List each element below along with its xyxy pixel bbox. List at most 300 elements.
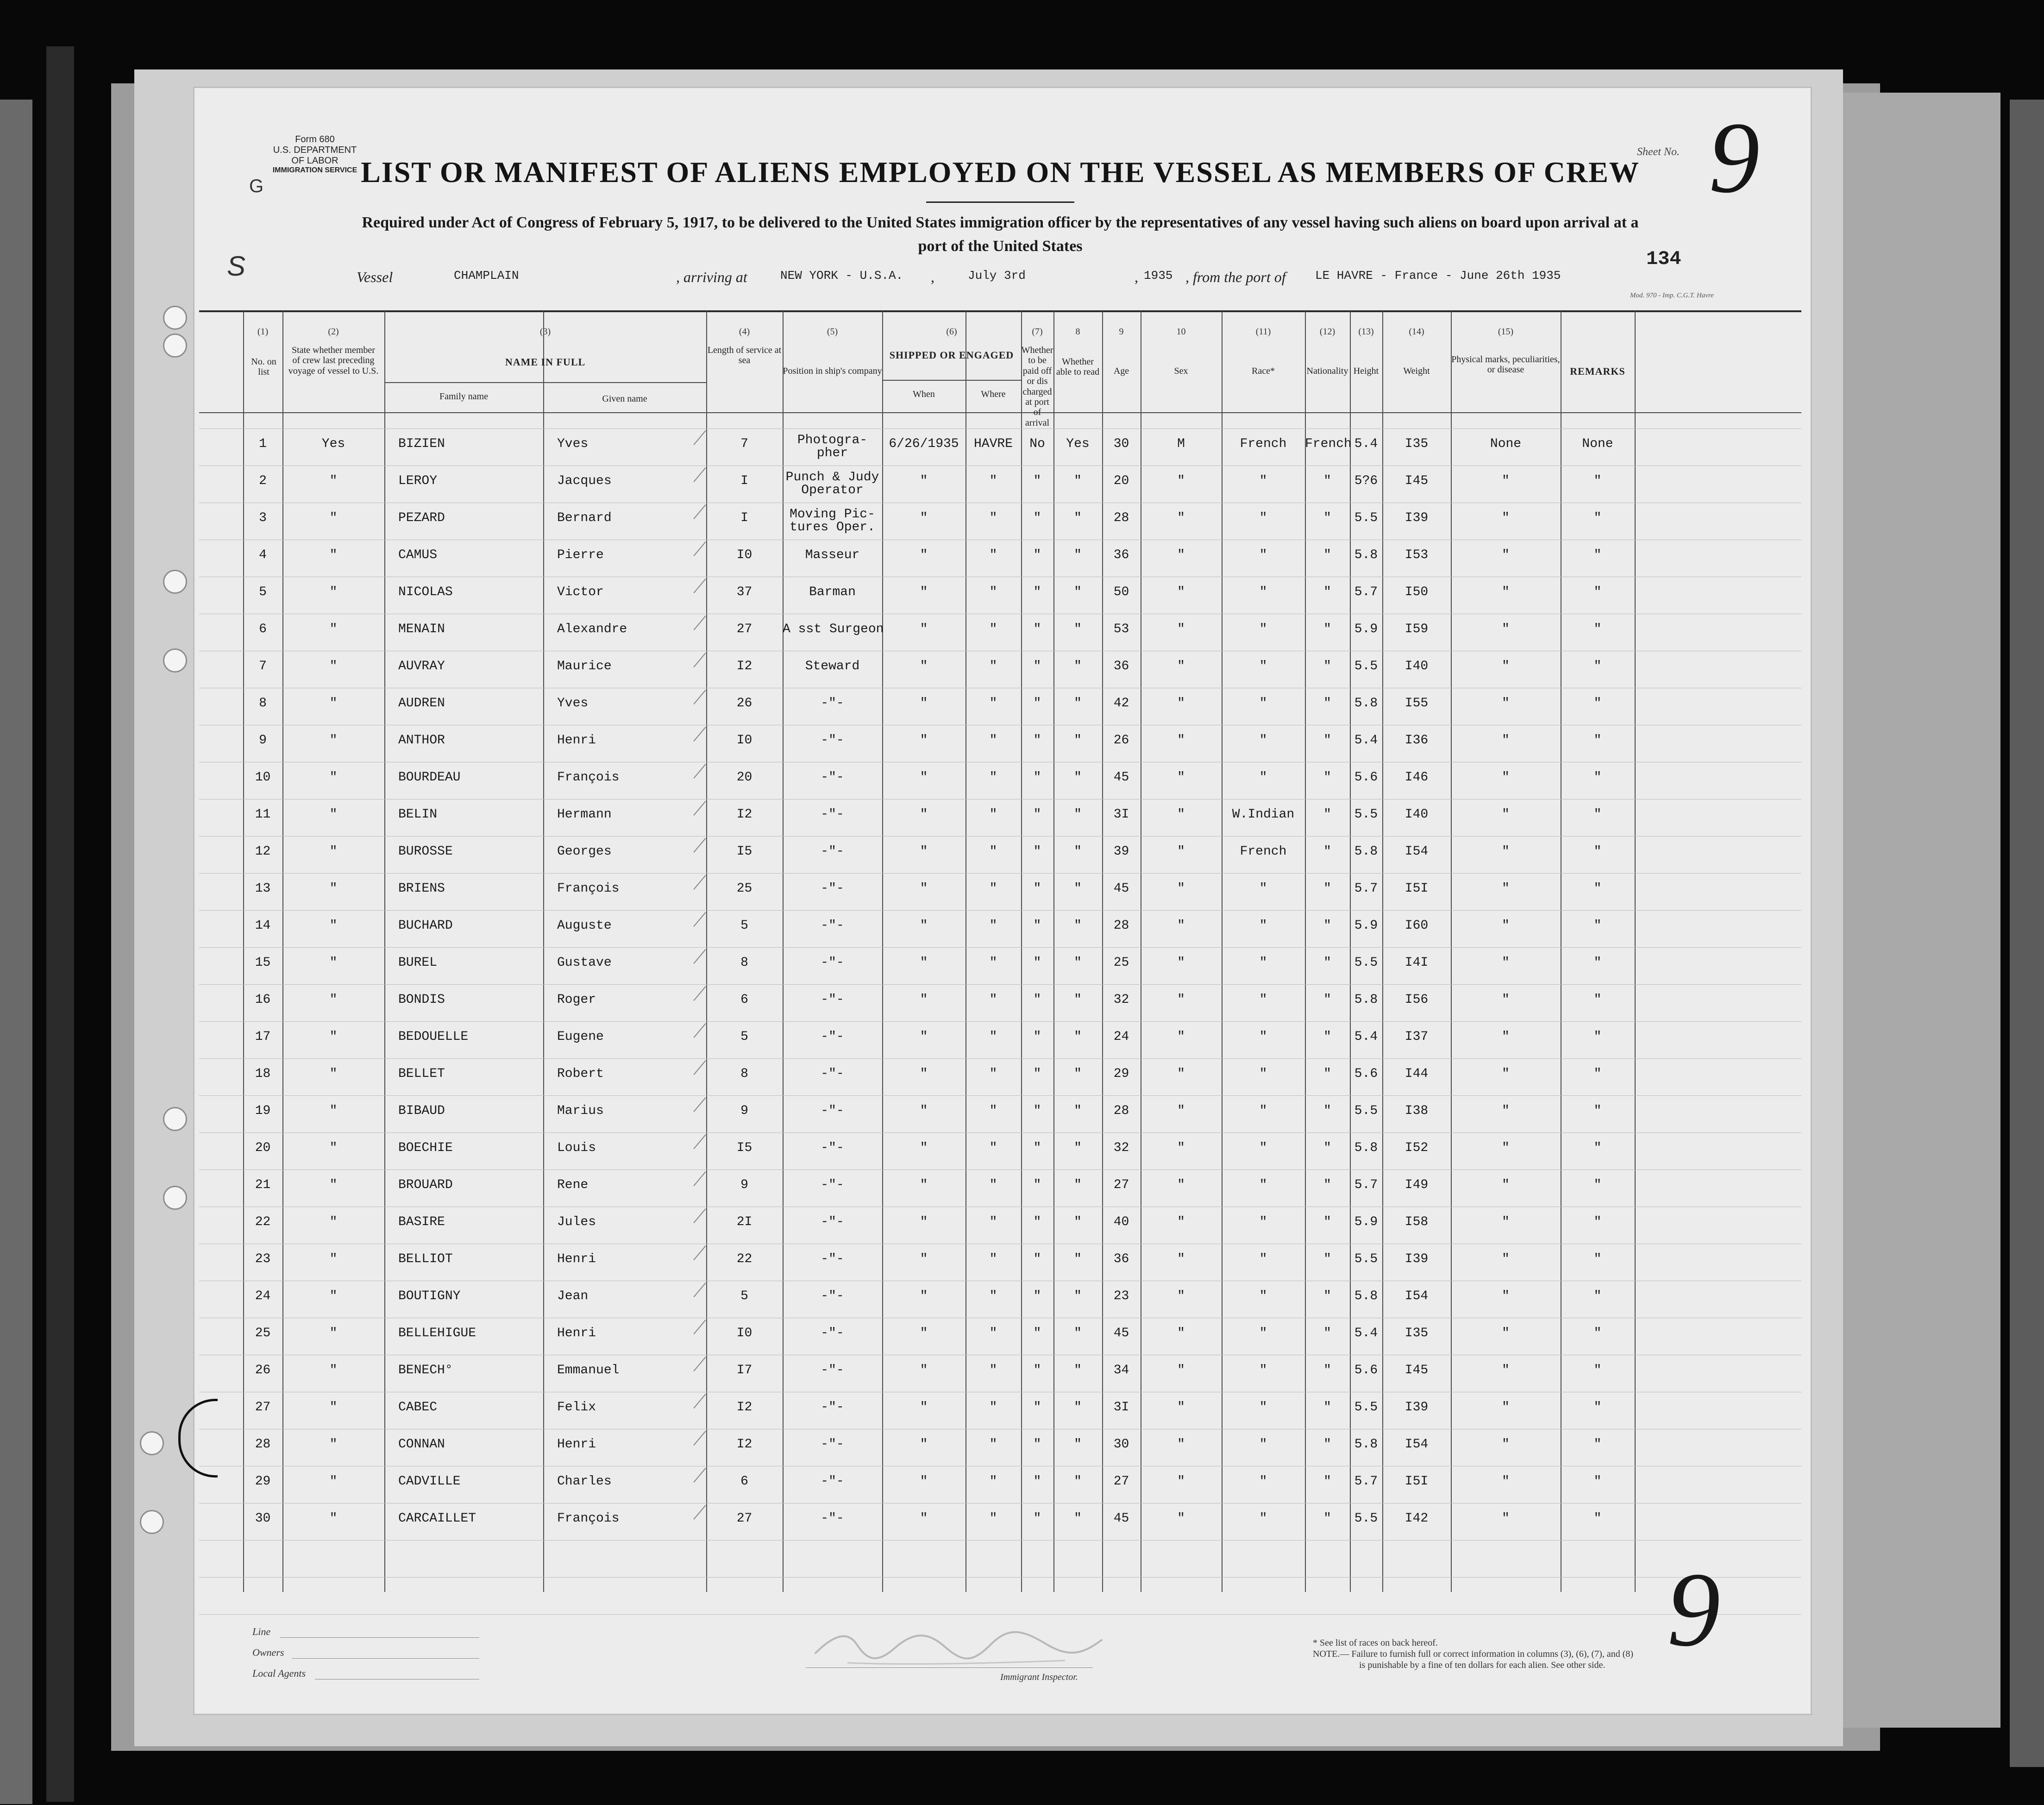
cell-when: "	[920, 1141, 928, 1155]
cell-height: 5?6	[1354, 474, 1378, 488]
pencil-tick	[693, 690, 706, 704]
cell-family: BEDOUELLE	[398, 1030, 469, 1044]
cell-read: "	[1074, 1104, 1082, 1118]
cell-sex: "	[1177, 1400, 1185, 1415]
cell-prev: "	[329, 993, 338, 1007]
cell-pos1: -"-	[821, 1067, 844, 1081]
cell-race: French	[1240, 844, 1287, 859]
punch-hole-8	[140, 1510, 164, 1534]
cell-age: 45	[1113, 881, 1129, 896]
cell-sex: "	[1177, 548, 1185, 562]
cell-weight: I42	[1404, 1511, 1429, 1526]
cell-when: "	[920, 844, 928, 859]
cell-weight: I5I	[1404, 881, 1429, 896]
cell-no: 19	[255, 1104, 271, 1118]
cell-race: "	[1259, 881, 1267, 896]
cell-prev: "	[329, 659, 338, 673]
cell-phys: "	[1502, 956, 1510, 970]
cell-prev: "	[329, 1104, 338, 1118]
cell-service: 37	[736, 585, 752, 599]
cell-prev: "	[329, 1400, 338, 1415]
cell-given: Yves	[557, 437, 589, 451]
pencil-tick	[693, 838, 706, 853]
cell-pos1: -"-	[821, 807, 844, 822]
cell-age: 36	[1113, 659, 1129, 673]
cell-service: 8	[740, 1067, 748, 1081]
pencil-tick	[693, 1060, 706, 1075]
cell-given: Louis	[557, 1141, 596, 1155]
cell-race: "	[1259, 1363, 1267, 1377]
cell-age: 45	[1113, 1511, 1129, 1526]
cell-paid: "	[1033, 1363, 1041, 1377]
margin-mark-g: G	[249, 176, 264, 196]
cell-remarks: "	[1593, 1437, 1602, 1452]
cell-service: I0	[736, 1326, 752, 1340]
row-rule	[199, 873, 1801, 874]
pencil-tick	[693, 541, 706, 556]
cell-phys: "	[1502, 1363, 1510, 1377]
shipped-subrule	[882, 380, 1021, 381]
cell-read: "	[1074, 1437, 1082, 1452]
row-rule	[199, 1540, 1801, 1541]
cell-when: "	[920, 1400, 928, 1415]
pencil-tick	[693, 1245, 706, 1260]
cell-given: Victor	[557, 585, 604, 599]
cell-service: 25	[736, 881, 752, 896]
row-rule	[199, 1058, 1801, 1059]
cell-height: 5.4	[1354, 733, 1378, 748]
pencil-tick	[693, 727, 706, 742]
cell-given: Roger	[557, 993, 596, 1007]
row-rule	[199, 428, 1801, 429]
cell-where: "	[989, 807, 997, 822]
cell-race: "	[1259, 585, 1267, 599]
cell-read: "	[1074, 474, 1082, 488]
cell-height: 5.4	[1354, 1326, 1378, 1340]
cell-when: "	[920, 696, 928, 711]
cell-read: "	[1074, 918, 1082, 933]
cell-pos1: -"-	[821, 770, 844, 785]
cell-pos1: Masseur	[805, 548, 860, 562]
cell-sex: "	[1177, 993, 1185, 1007]
cell-no: 2	[259, 474, 267, 488]
cell-pos1: -"-	[821, 1511, 844, 1526]
cell-when: "	[920, 918, 928, 933]
cell-where: "	[989, 585, 997, 599]
cell-weight: I40	[1404, 807, 1429, 822]
left-scan-edge	[0, 100, 32, 1804]
cell-phys: "	[1502, 696, 1510, 711]
cell-no: 4	[259, 548, 267, 562]
cell-sex: "	[1177, 1141, 1185, 1155]
cell-weight: I45	[1404, 1363, 1429, 1377]
cell-prev: "	[329, 1030, 338, 1044]
cell-remarks: "	[1593, 770, 1602, 785]
column-number: (1)	[257, 327, 269, 337]
cell-pos1: -"-	[821, 1215, 844, 1229]
cell-pos1: -"-	[821, 1289, 844, 1303]
cell-sex: "	[1177, 1178, 1185, 1192]
cell-age: 28	[1113, 1104, 1129, 1118]
cell-when: "	[920, 1326, 928, 1340]
cell-no: 27	[255, 1400, 271, 1415]
cell-prev: "	[329, 1363, 338, 1377]
cell-family: BUREL	[398, 956, 438, 970]
row-rule	[199, 1095, 1801, 1096]
cell-where: "	[989, 622, 997, 636]
header-given-name: Given name	[602, 394, 647, 404]
cell-height: 5.9	[1354, 1215, 1378, 1229]
header-remarks: REMARKS	[1570, 365, 1625, 377]
cell-race: French	[1240, 437, 1287, 451]
column-number: 9	[1119, 327, 1124, 337]
header-able-read: Whether able to read	[1056, 357, 1100, 377]
cell-given: Robert	[557, 1067, 604, 1081]
cell-height: 5.5	[1354, 1252, 1378, 1266]
column-rule	[1635, 311, 1636, 1592]
cell-service: I7	[736, 1363, 752, 1377]
cell-sex: "	[1177, 1326, 1185, 1340]
cell-race: "	[1259, 1400, 1267, 1415]
cell-weight: I39	[1404, 1400, 1429, 1415]
column-rule	[1382, 311, 1383, 1592]
cell-where: "	[989, 1178, 997, 1192]
cell-no: 16	[255, 993, 271, 1007]
cell-height: 5.8	[1354, 993, 1378, 1007]
cell-race: "	[1259, 696, 1267, 711]
cell-nat: "	[1323, 1252, 1331, 1266]
cell-sex: M	[1177, 437, 1185, 451]
cell-nat: "	[1323, 733, 1331, 748]
cell-height: 5.5	[1354, 1104, 1378, 1118]
cell-race: "	[1259, 918, 1267, 933]
note-races: * See list of races on back hereof.	[1313, 1638, 1438, 1648]
cell-pos1: -"-	[821, 1252, 844, 1266]
cell-phys: "	[1502, 1215, 1510, 1229]
cell-age: 27	[1113, 1474, 1129, 1489]
bottom-sheet-number: 9	[1667, 1550, 1720, 1668]
cell-paid: "	[1033, 1511, 1041, 1526]
cell-phys: "	[1502, 1252, 1510, 1266]
cell-when: "	[920, 733, 928, 748]
cell-sex: "	[1177, 1252, 1185, 1266]
column-number: (12)	[1319, 327, 1335, 337]
cell-pos1: -"-	[821, 696, 844, 711]
column-number: (3)	[539, 327, 551, 337]
cell-prev: "	[329, 696, 338, 711]
cell-read: "	[1074, 1252, 1082, 1266]
cell-sex: "	[1177, 511, 1185, 525]
cell-race: "	[1259, 474, 1267, 488]
cell-when: "	[920, 1437, 928, 1452]
pencil-tick	[693, 764, 706, 779]
cell-where: "	[989, 1252, 997, 1266]
cell-service: 7	[740, 437, 748, 451]
punch-hole-6	[163, 1186, 187, 1210]
cell-paid: "	[1033, 733, 1041, 748]
cell-remarks: "	[1593, 1400, 1602, 1415]
column-rule	[706, 311, 707, 1592]
cell-family: BIBAUD	[398, 1104, 445, 1118]
header-length-service: Length of service at sea	[707, 345, 782, 366]
cell-remarks: "	[1593, 1252, 1602, 1266]
column-number: (14)	[1409, 327, 1424, 337]
cell-height: 5.8	[1354, 548, 1378, 562]
cell-paid: "	[1033, 807, 1041, 822]
cell-family: AUDREN	[398, 696, 445, 711]
pencil-tick	[693, 912, 706, 927]
cell-height: 5.6	[1354, 1363, 1378, 1377]
cell-weight: I60	[1404, 918, 1429, 933]
header-sex: Sex	[1174, 366, 1188, 376]
cell-prev: "	[329, 622, 338, 636]
cell-prev: "	[329, 770, 338, 785]
cell-when: "	[920, 1363, 928, 1377]
cell-sex: "	[1177, 1363, 1185, 1377]
header-race: Race*	[1252, 366, 1275, 376]
cell-phys: "	[1502, 1030, 1510, 1044]
cell-race: "	[1259, 956, 1267, 970]
subtitle-line-1: Required under Act of Congress of February 5, 1917, to be delivered to the United States immigration officer by the representatives of any vessel having such aliens on board upon arrival at a	[362, 214, 1639, 231]
cell-when: "	[920, 1178, 928, 1192]
cell-when: "	[920, 474, 928, 488]
pencil-tick	[693, 1283, 706, 1297]
cell-nat: "	[1323, 1067, 1331, 1081]
pencil-tick	[693, 1097, 706, 1112]
cell-pos1: Steward	[805, 659, 860, 673]
cell-read: "	[1074, 622, 1082, 636]
cell-phys: "	[1502, 807, 1510, 822]
cell-remarks: "	[1593, 881, 1602, 896]
printer-mark: Mod. 970 - Imp. C.G.T. Havre	[1630, 292, 1714, 299]
separator-comma: ,	[931, 269, 934, 285]
cell-paid: "	[1033, 1215, 1041, 1229]
cell-paid: "	[1033, 1437, 1041, 1452]
cell-service: I2	[736, 807, 752, 822]
cell-no: 30	[255, 1511, 271, 1526]
cell-given: Alexandre	[557, 622, 627, 636]
cell-when: "	[920, 622, 928, 636]
cell-remarks: "	[1593, 1141, 1602, 1155]
cell-no: 15	[255, 956, 271, 970]
cell-remarks: None	[1582, 437, 1613, 451]
cell-age: 29	[1113, 1067, 1129, 1081]
cell-prev: "	[329, 1178, 338, 1192]
row-rule	[199, 947, 1801, 948]
cell-family: CONNAN	[398, 1437, 445, 1452]
cell-given: Charles	[557, 1474, 612, 1489]
cell-nat: "	[1323, 511, 1331, 525]
cell-when: "	[920, 585, 928, 599]
form-number: Form 680	[295, 134, 335, 145]
cell-age: 28	[1113, 918, 1129, 933]
cell-where: "	[989, 1363, 997, 1377]
cell-weight: I37	[1404, 1030, 1429, 1044]
cell-pos2: tures Oper.	[790, 520, 875, 535]
cell-weight: I59	[1404, 622, 1429, 636]
cell-service: 6	[740, 1474, 748, 1489]
separator-comma-2: ,	[1135, 269, 1138, 285]
cell-height: 5.4	[1354, 437, 1378, 451]
cell-nat: "	[1323, 1326, 1331, 1340]
cell-remarks: "	[1593, 622, 1602, 636]
cell-height: 5.8	[1354, 1141, 1378, 1155]
cell-where: "	[989, 474, 997, 488]
cell-pos1: -"-	[821, 733, 844, 748]
cell-remarks: "	[1593, 1215, 1602, 1229]
margin-mark-s: S	[227, 251, 246, 282]
header-position: Position in ship's company	[783, 366, 882, 376]
cell-height: 5.8	[1354, 1289, 1378, 1303]
cell-height: 5.5	[1354, 1511, 1378, 1526]
cell-no: 24	[255, 1289, 271, 1303]
punch-hole-2	[163, 333, 187, 358]
cell-sex: "	[1177, 474, 1185, 488]
inspector-signature	[806, 1621, 1111, 1672]
cell-given: Henri	[557, 1437, 596, 1452]
cell-service: 20	[736, 770, 752, 785]
cell-no: 10	[255, 770, 271, 785]
pencil-tick	[693, 430, 706, 445]
cell-when: 6/26/1935	[889, 437, 959, 451]
column-number: (2)	[328, 327, 339, 337]
column-rule	[882, 311, 883, 1592]
column-rule	[1102, 311, 1103, 1592]
punch-hole-1	[163, 306, 187, 330]
cell-family: PEZARD	[398, 511, 445, 525]
cell-age: 23	[1113, 1289, 1129, 1303]
column-rule	[384, 311, 385, 1592]
cell-service: I5	[736, 1141, 752, 1155]
cell-no: 22	[255, 1215, 271, 1229]
cell-nat: "	[1323, 1178, 1331, 1192]
pencil-tick	[693, 1394, 706, 1409]
cell-race: "	[1259, 1289, 1267, 1303]
cell-pos2: Operator	[801, 483, 864, 497]
cell-nat: "	[1323, 770, 1331, 785]
cell-height: 5.9	[1354, 622, 1378, 636]
cell-read: "	[1074, 1178, 1082, 1192]
cell-race: "	[1259, 1252, 1267, 1266]
cell-paid: "	[1033, 1067, 1041, 1081]
cell-pos1: -"-	[821, 993, 844, 1007]
cell-remarks: "	[1593, 1067, 1602, 1081]
row-rule	[199, 465, 1801, 466]
cell-race: "	[1259, 1215, 1267, 1229]
pencil-tick	[693, 616, 706, 630]
cell-paid: "	[1033, 1178, 1041, 1192]
cell-weight: I5I	[1404, 1474, 1429, 1489]
cell-when: "	[920, 1104, 928, 1118]
cell-family: CARCAILLET	[398, 1511, 477, 1526]
cell-no: 17	[255, 1030, 271, 1044]
cell-age: 53	[1113, 622, 1129, 636]
cell-age: 27	[1113, 1178, 1129, 1192]
cell-where: "	[989, 696, 997, 711]
cell-weight: I54	[1404, 1289, 1429, 1303]
from-port: LE HAVRE - France - June 26th 1935	[1315, 269, 1561, 283]
subtitle-line-2: port of the United States	[918, 238, 1083, 255]
arrival-year: 1935	[1144, 269, 1173, 283]
cell-where: "	[989, 1067, 997, 1081]
cell-read: "	[1074, 1400, 1082, 1415]
cell-service: I2	[736, 1437, 752, 1452]
pencil-tick	[693, 653, 706, 667]
cell-read: "	[1074, 696, 1082, 711]
vessel-name: CHAMPLAIN	[454, 269, 519, 283]
pencil-tick	[693, 1431, 706, 1446]
pencil-tick	[693, 579, 706, 593]
pencil-tick	[693, 986, 706, 1001]
cell-phys: "	[1502, 548, 1510, 562]
line-label: Line	[252, 1626, 271, 1637]
cell-family: BELLEHIGUE	[398, 1326, 477, 1340]
cell-family: CABEC	[398, 1400, 438, 1415]
cell-race: "	[1259, 622, 1267, 636]
cell-race: "	[1259, 1511, 1267, 1526]
cell-read: "	[1074, 1326, 1082, 1340]
cell-pos1: -"-	[821, 1030, 844, 1044]
row-rule	[199, 1577, 1801, 1578]
cell-nat: "	[1323, 1400, 1331, 1415]
cell-prev: "	[329, 1067, 338, 1081]
cell-remarks: "	[1593, 993, 1602, 1007]
cell-pos1: -"-	[821, 1326, 844, 1340]
cell-phys: "	[1502, 881, 1510, 896]
cell-remarks: "	[1593, 1511, 1602, 1526]
cell-phys: "	[1502, 585, 1510, 599]
cell-read: Yes	[1066, 437, 1090, 451]
cell-remarks: "	[1593, 918, 1602, 933]
sheet-label: Sheet No.	[1637, 146, 1680, 158]
vessel-label: Vessel	[357, 269, 393, 285]
cell-service: 2I	[736, 1215, 752, 1229]
inspector-label: Immigrant Inspector.	[1000, 1672, 1078, 1682]
cell-family: BUCHARD	[398, 918, 453, 933]
cell-remarks: "	[1593, 696, 1602, 711]
cell-nat: "	[1323, 1363, 1331, 1377]
cell-age: 3I	[1113, 1400, 1129, 1415]
cell-nat: "	[1323, 1104, 1331, 1118]
cell-service: 9	[740, 1104, 748, 1118]
cell-weight: I58	[1404, 1215, 1429, 1229]
cell-prev: "	[329, 1215, 338, 1229]
cell-no: 13	[255, 881, 271, 896]
cell-phys: "	[1502, 1400, 1510, 1415]
cell-age: 45	[1113, 1326, 1129, 1340]
cell-race: "	[1259, 770, 1267, 785]
row-rule	[199, 1021, 1801, 1022]
cell-where: "	[989, 770, 997, 785]
cell-weight: I44	[1404, 1067, 1429, 1081]
cell-age: 45	[1113, 770, 1129, 785]
cell-height: 5.5	[1354, 956, 1378, 970]
cell-where: "	[989, 733, 997, 748]
manifest-subtitle	[222, 211, 1778, 258]
cell-family: BIZIEN	[398, 437, 445, 451]
cell-phys: "	[1502, 770, 1510, 785]
cell-phys: "	[1502, 1326, 1510, 1340]
cell-read: "	[1074, 881, 1082, 896]
cell-paid: "	[1033, 548, 1041, 562]
cell-paid: "	[1033, 844, 1041, 859]
cell-service: 9	[740, 1178, 748, 1192]
cell-family: BOURDEAU	[398, 770, 461, 785]
cell-no: 26	[255, 1363, 271, 1377]
pencil-tick	[693, 1320, 706, 1334]
cell-given: Bernard	[557, 511, 612, 525]
cell-given: François	[557, 881, 620, 896]
